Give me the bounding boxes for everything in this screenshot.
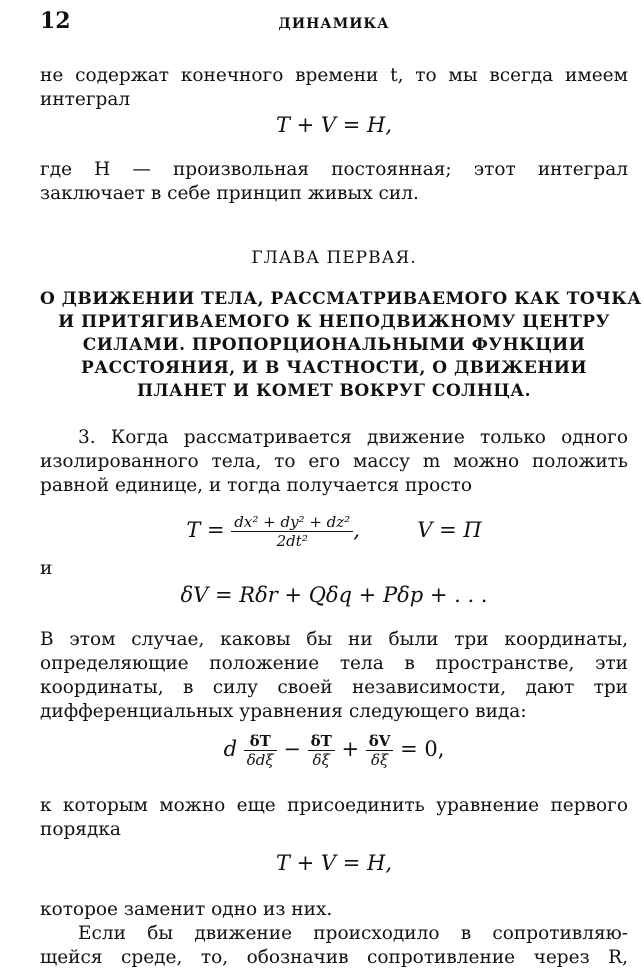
eq2-fraction bbox=[231, 513, 353, 550]
para4-line3: координаты, в силу своей независимости, дают три bbox=[40, 677, 628, 698]
para4-line2: определяющие положение тела в пространстве, эти bbox=[40, 653, 628, 674]
para1-line2: интеграл bbox=[40, 89, 131, 110]
para2-line2: заключает в себе принцип живых сил. bbox=[40, 183, 419, 204]
page-header bbox=[40, 8, 628, 38]
chapter-title-line: И ПРИТЯГИВАЕМОГО К НЕПОДВИЖНОМУ ЦЕНТРУ bbox=[58, 312, 610, 332]
eq2-tail: , bbox=[353, 518, 360, 542]
eq4-fraction-3 bbox=[366, 732, 394, 769]
eq2-rhs: V = Π bbox=[417, 518, 482, 542]
eq4-fraction-1 bbox=[244, 732, 277, 769]
para3-line2: изолированного тела, то его массу m можно положить bbox=[40, 451, 628, 472]
eq4-end: = 0, bbox=[400, 737, 445, 761]
para3-line3: равной единице, и тогда получается просто bbox=[40, 475, 472, 496]
chapter-heading: ГЛАВА ПЕРВАЯ. bbox=[251, 248, 417, 268]
para5-line2: порядка bbox=[40, 819, 121, 840]
para2-line1: где H — произвольная постоянная; этот интеграл bbox=[40, 159, 628, 180]
chapter-title-line: ПЛАНЕТ И КОМЕТ ВОКРУГ СОЛНЦА. bbox=[136, 381, 532, 401]
para7-line1: Если бы движение происходило в сопротивляю- bbox=[78, 923, 628, 944]
eq2-numerator: dx² + dy² + dz² bbox=[231, 513, 353, 532]
para6-line1: которое заменит одно из них. bbox=[40, 899, 333, 920]
para5-line1: к которым можно еще присоединить уравнение первого bbox=[40, 795, 628, 816]
para4-line1: В этом случае, каковы бы ни были три координаты, bbox=[40, 629, 628, 650]
conjunction: и bbox=[40, 558, 53, 579]
para1-line1: не содержат конечного времени t, то мы всегда имеем bbox=[40, 65, 628, 86]
chapter-title-line: СИЛАМИ. ПРОПОРЦИОНАЛЬНЫМИ ФУНКЦИИ bbox=[82, 335, 586, 355]
para4-line4: дифференциальных уравнения следующего вида: bbox=[40, 701, 527, 722]
eq4-f2-num: δT bbox=[308, 732, 335, 751]
eq4-minus: − bbox=[283, 737, 301, 761]
para7-line2: щейся среде, то, обозначив сопротивление через R, bbox=[40, 947, 628, 968]
eq2-lhs: T = bbox=[186, 518, 225, 542]
running-title: ДИНАМИКА bbox=[278, 16, 390, 32]
eq4-d: d bbox=[223, 737, 238, 761]
para3-line1: 3. Когда рассматривается движение только одного bbox=[78, 427, 628, 448]
eq2-denominator: 2dt² bbox=[276, 532, 308, 550]
equation-lagrange bbox=[40, 726, 628, 772]
equation-kinetic-energy bbox=[40, 510, 628, 550]
eq4-f1-den: δdξ bbox=[246, 751, 274, 769]
eq4-f3-den: δξ bbox=[370, 751, 389, 769]
eq4-plus: + bbox=[341, 737, 360, 761]
chapter-title-line: РАССТОЯНИЯ, И В ЧАСТНОСТИ, О ДВИЖЕНИИ bbox=[80, 358, 588, 378]
eq4-f1-num: δT bbox=[244, 732, 277, 751]
equation-energy-integral: T + V = H, bbox=[275, 113, 393, 137]
page-number: 12 bbox=[40, 8, 71, 34]
eq4-f2-den: δξ bbox=[312, 751, 330, 769]
eq4-f3-num: δV bbox=[366, 732, 394, 751]
equation-energy-integral-2: T + V = H, bbox=[275, 851, 393, 875]
eq4-fraction-2 bbox=[308, 732, 335, 769]
chapter-title-line: О ДВИЖЕНИИ ТЕЛА, РАССМАТРИВАЕМОГО КАК ТОЧКА bbox=[40, 289, 642, 309]
equation-virtual-work: δV = Rδr + Qδq + Pδp + . . . bbox=[180, 583, 488, 607]
